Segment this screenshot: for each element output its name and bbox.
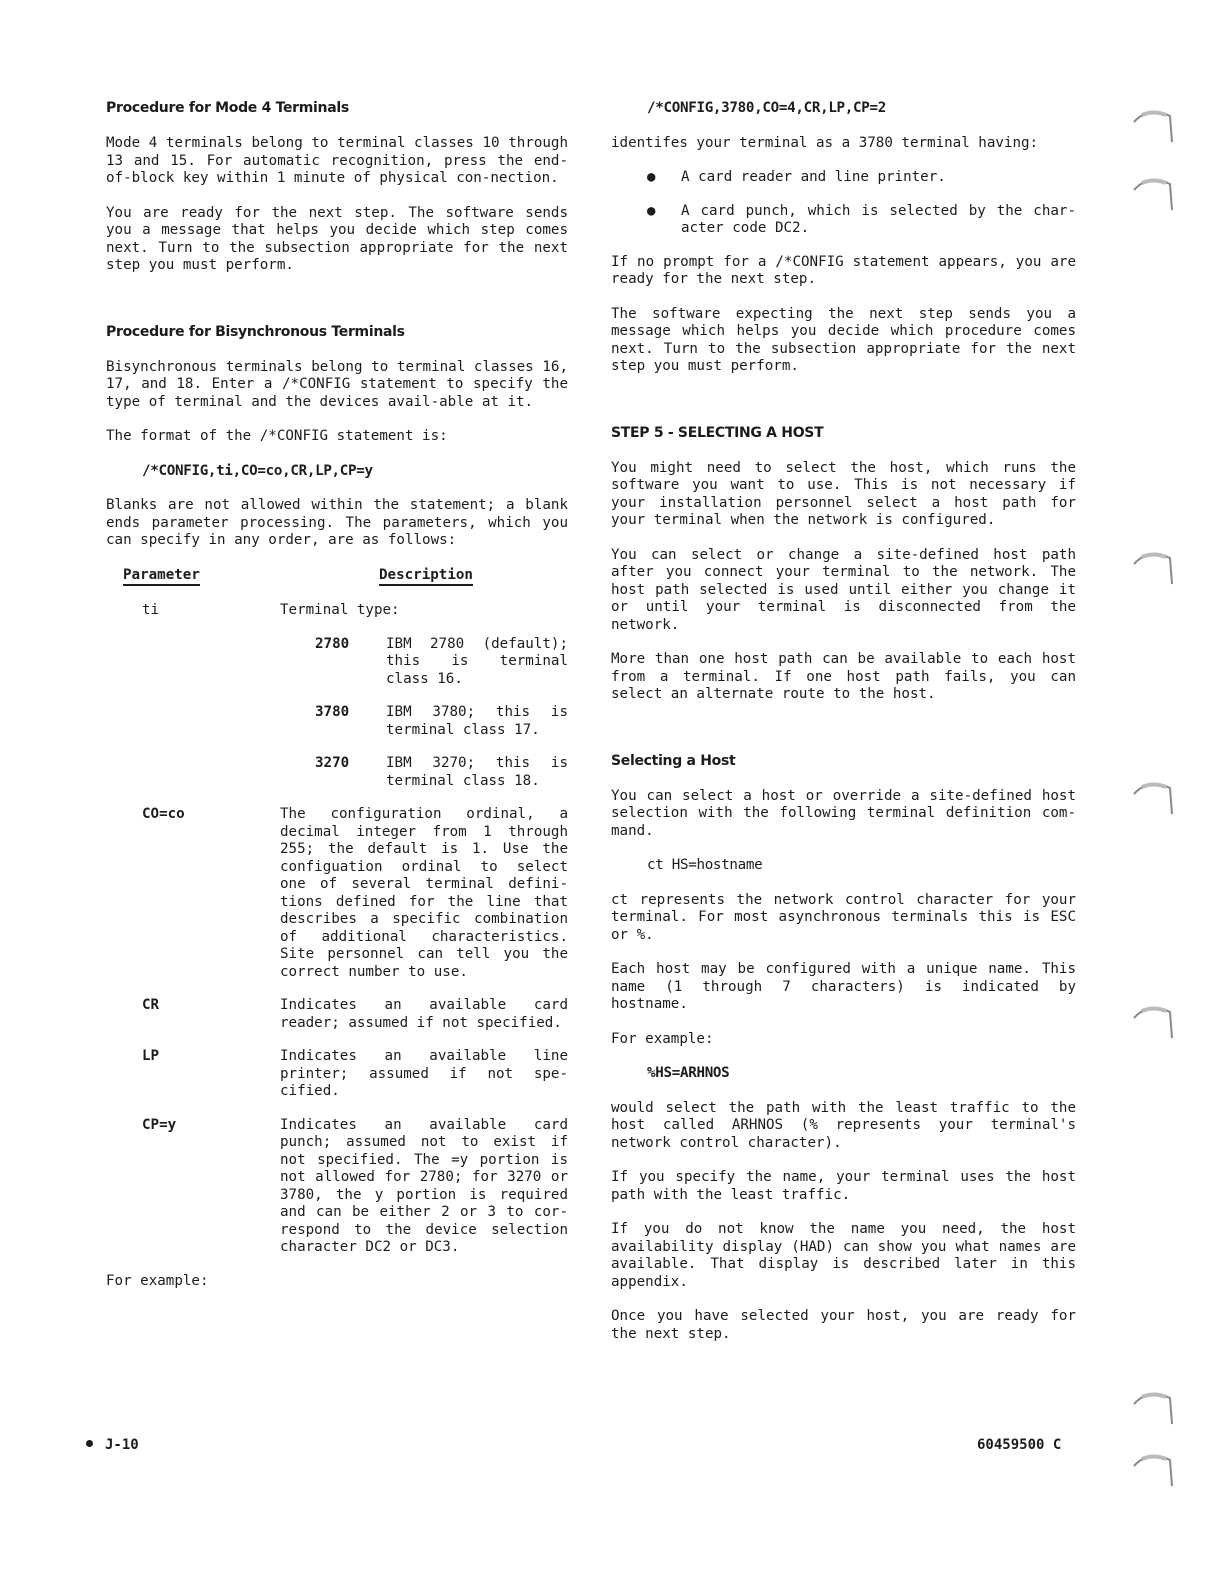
hs-command-code: ct HS=hostname bbox=[647, 857, 763, 873]
binder-hole-icon bbox=[1128, 1384, 1174, 1428]
step5-paragraph-3: More than one host path can be available to each host from a terminal. If one host path fails, you can select an alternate route to the host. bbox=[611, 651, 1076, 702]
selecting-host-heading: Selecting a Host bbox=[611, 752, 736, 769]
identifies-paragraph: identifes your terminal as a 3780 terminal having: bbox=[611, 134, 1039, 151]
selecting-paragraph-6: If you specify the name, your terminal uses the host path with the least traffic. bbox=[611, 1169, 1076, 1203]
software-paragraph: The software expecting the next step sends you a message which helps you decide which procedure comes next. Turn to the subsection appropriate for the next step you must perform. bbox=[611, 305, 1076, 374]
binder-hole-icon bbox=[1128, 774, 1174, 818]
selecting-paragraph-8: Once you have selected your host, you are ready for the next step. bbox=[611, 1308, 1076, 1342]
mode4-paragraph-2: You are ready for the next step. The software sends you a message that helps you decide which step comes next. Turn to the subsection appropriate for the next step you must perform. bbox=[106, 204, 568, 273]
bullet-icon: ● bbox=[647, 169, 656, 185]
binder-hole-icon bbox=[1128, 170, 1174, 214]
binder-hole-icon bbox=[1128, 1446, 1174, 1490]
parameter-description: Indicates an available card reader; assumed if not specified. bbox=[280, 997, 568, 1031]
parameter-description: The configuration ordinal, a decimal integer from 1 through 255; the default is 1. Use the configuation ordinal to select one of several terminal defini-tions defined for the line that describes a specific combination of additional characteristics. Site personnel can tell you the correct number to use. bbox=[280, 806, 568, 980]
selecting-paragraph-2: ct represents the network control character for your terminal. For most asynchronous terminals this is ESC or %. bbox=[611, 891, 1076, 943]
mode4-heading: Procedure for Mode 4 Terminals bbox=[106, 100, 349, 116]
bullet-text: A card punch, which is selected by the char-acter code DC2. bbox=[681, 202, 1076, 236]
bullet-item bbox=[611, 203, 1076, 238]
terminal-type-description: IBM 3780; this is terminal class 17. bbox=[386, 704, 568, 738]
terminal-type-code: 3270 bbox=[315, 755, 350, 771]
step5-paragraph-2: You can select or change a site-defined host path after you connect your terminal to the network. The host path selected is used until either you change it or until your terminal is disconnected from the network. bbox=[611, 546, 1076, 633]
parameter-name: CO=co bbox=[142, 806, 185, 822]
parameter-row-lp bbox=[106, 1048, 568, 1101]
bisync-paragraph-1: Bisynchronous terminals belong to terminal classes 16, 17, and 18. Enter a /*CONFIG statement to specify the type of terminal and the devices avail-able at it. bbox=[106, 358, 568, 410]
terminal-type-code: 2780 bbox=[315, 635, 350, 652]
footer-bullet-icon bbox=[86, 1440, 93, 1447]
bisync-heading: Procedure for Bisynchronous Terminals bbox=[106, 323, 405, 340]
description-column-header: Description bbox=[379, 567, 473, 586]
parameter-description: Terminal type: bbox=[280, 602, 400, 618]
parameter-table-header bbox=[106, 567, 568, 585]
selecting-paragraph-5: would select the path with the least traffic to the host called ARHNOS (% represents your terminal's network control character). bbox=[611, 1099, 1076, 1151]
for-example-label: For example: bbox=[106, 1272, 209, 1289]
parameter-column-header: Parameter bbox=[123, 567, 200, 586]
selecting-paragraph-4: For example: bbox=[611, 1030, 714, 1047]
config-format-code: /*CONFIG,ti,CO=co,CR,LP,CP=y bbox=[142, 462, 373, 479]
bisync-paragraph-3: Blanks are not allowed within the statement; a blank ends parameter processing. The parameters, which you can specify in any order, are as follows: bbox=[106, 497, 568, 548]
right-column bbox=[611, 100, 1076, 1360]
bullet-icon: ● bbox=[647, 202, 656, 219]
parameter-row-cr bbox=[106, 997, 568, 1032]
bullet-text: A card reader and line printer. bbox=[681, 169, 946, 185]
parameter-name: CR bbox=[142, 997, 160, 1013]
parameter-name: CP=y bbox=[142, 1116, 177, 1133]
step5-heading: STEP 5 - SELECTING A HOST bbox=[611, 424, 824, 441]
parameter-row-cp bbox=[106, 1117, 568, 1257]
terminal-type-row-3270 bbox=[106, 755, 568, 790]
mode4-paragraph-1: Mode 4 terminals belong to terminal classes 10 through 13 and 15. For automatic recognition, press the end-of-block key within 1 minute of physical con-nection. bbox=[106, 135, 568, 186]
binder-hole-icon bbox=[1128, 998, 1174, 1042]
binder-hole-icon bbox=[1128, 544, 1174, 588]
config-example-code: /*CONFIG,3780,CO=4,CR,LP,CP=2 bbox=[647, 100, 887, 116]
parameter-name: LP bbox=[142, 1048, 160, 1064]
terminal-type-row-2780 bbox=[106, 636, 568, 689]
parameter-row-co bbox=[106, 806, 568, 981]
terminal-type-code: 3780 bbox=[315, 704, 350, 720]
terminal-type-description: IBM 2780 (default); this is terminal class 16. bbox=[386, 635, 568, 687]
parameter-name: ti bbox=[142, 602, 160, 618]
document-number: 60459500 C bbox=[977, 1437, 1062, 1453]
no-prompt-paragraph: If no prompt for a /*CONFIG statement appears, you are ready for the next step. bbox=[611, 253, 1076, 287]
page-number bbox=[86, 1437, 139, 1455]
bullet-item bbox=[611, 169, 1076, 187]
binder-hole-icon bbox=[1128, 102, 1174, 146]
parameter-description: Indicates an available card punch; assumed not to exist if not specified. The =y portion is not allowed for 2780; for 3270 or 3780, the y portion is required and can be either 2 or 3 to cor-respond to the device selection character DC2 or DC3. bbox=[280, 1116, 568, 1255]
selecting-paragraph-3: Each host may be configured with a unique name. This name (1 through 7 characters) is indicated by hostname. bbox=[611, 961, 1076, 1012]
page-number-text: J-10 bbox=[105, 1437, 139, 1453]
left-column bbox=[106, 100, 568, 1307]
terminal-type-description: IBM 3270; this is terminal class 18. bbox=[386, 755, 568, 789]
bisync-paragraph-2: The format of the /*CONFIG statement is: bbox=[106, 428, 448, 444]
parameter-row-ti bbox=[106, 602, 568, 620]
selecting-paragraph-7: If you do not know the name you need, the host availability display (HAD) can show you what names are available. That display is described later in this appendix. bbox=[611, 1221, 1076, 1290]
hs-example-code: %HS=ARHNOS bbox=[647, 1065, 730, 1081]
step5-paragraph-1: You might need to select the host, which runs the software you want to use. This is not necessary if your installation personnel select a host path for your terminal when the network is configured. bbox=[611, 459, 1076, 528]
parameter-description: Indicates an available line printer; assumed if not spe-cified. bbox=[280, 1048, 568, 1099]
terminal-type-row-3780 bbox=[106, 704, 568, 739]
selecting-paragraph-1: You can select a host or override a site-defined host selection with the following terminal definition com-mand. bbox=[611, 787, 1076, 839]
